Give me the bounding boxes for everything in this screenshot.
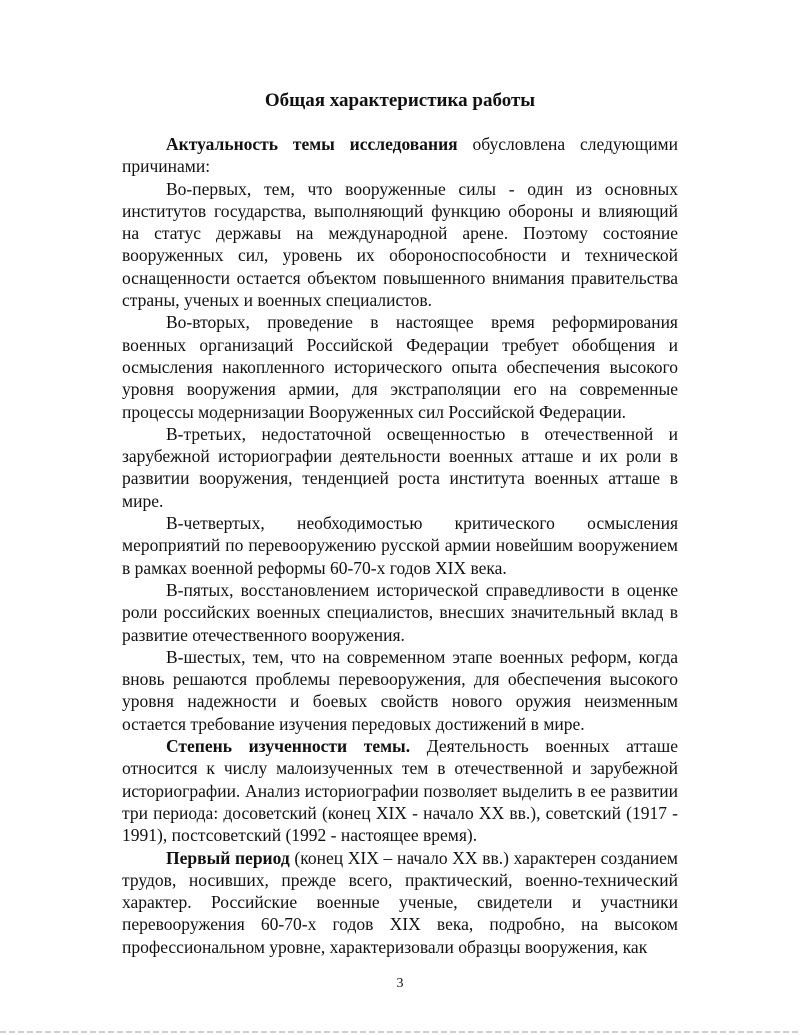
scan-edge-rule	[0, 1031, 800, 1033]
paragraph-lead: Первый период	[166, 847, 290, 868]
paragraph-relevance	[122, 133, 678, 178]
paragraph-third-reason	[122, 423, 678, 512]
paragraph-degree-of-study	[122, 735, 678, 846]
paragraph-text: Во-первых, тем, что вооруженные силы - один из основных институтов государства, выполняющий функцию обороны и влияющий на статус державы на международной арене. Поэтому состояние вооруженных сил, уровень их обороноспособности и технической оснащенности остается объектом повышенного внимания правительства страны, ученых и военных специалистов.	[122, 178, 678, 311]
paragraph-second-reason	[122, 311, 678, 422]
paragraph-fifth-reason	[122, 579, 678, 646]
paragraph-first-reason	[122, 178, 678, 312]
paragraph-text: В-шестых, тем, что на современном этапе военных реформ, когда вновь решаются проблемы перевооружения, для обеспечения высокого уровня надежности и боевых свойств нового оружия неизменным остается требование изучения передовых достижений в мире.	[122, 646, 678, 734]
paragraph-text: В-пятых, восстановлением исторической справедливости в оценке роли российских военных специалистов, внесших значительный вклад в развитие отечественного вооружения.	[122, 579, 678, 645]
page-title: Общая характеристика работы	[264, 90, 536, 111]
paragraph-first-period	[122, 847, 678, 958]
paragraph-lead: Степень изученности темы.	[166, 736, 411, 757]
paragraph-fourth-reason	[122, 512, 678, 579]
paragraph-sixth-reason	[122, 646, 678, 735]
paragraph-text: Деятельность военных атташе относится к числу малоизученных тем в отечественной и зарубежной историографии. Анализ историографии позволяет выделить в ее развитии три периода: досоветский (конец XIX - начало XX вв.), советский (1917 - 1991), постсоветский (1992 - настоящее время).	[122, 736, 678, 846]
page-number: 3	[396, 976, 404, 991]
paragraph-text: В-четвертых, необходимостью критического осмысления мероприятий по перевооружению русской армии новейшим вооружением в рамках военной реформы 60-70-х годов XIX века.	[122, 513, 678, 578]
paragraph-text: (конец XIX – начало XX вв.) характерен созданием трудов, носивших, прежде всего, практический, военно-технический характер. Российские военные ученые, свидетели и участники перевооружения 60-70-х годов XIX века, подробно, на высоком профессиональном уровне, характеризовали образцы вооружения, как	[122, 847, 678, 957]
paragraph-lead: Актуальность темы исследования	[166, 134, 458, 154]
paragraph-text: В-третьих, недостаточной освещенностью в отечественной и зарубежной историографии деятельности военных атташе и их роли в развитии вооружения, тенденцией роста института военных атташе в мире.	[122, 423, 678, 511]
paragraph-text: Во-вторых, проведение в настоящее время реформирования военных организаций Российской Федерации требует обобщения и осмысления накопленного исторического опыта обеспечения высокого уровня вооружения армии, для экстраполяции его на современные процессы модернизации Вооруженных сил Российской Федерации.	[122, 312, 678, 422]
document-body	[122, 133, 678, 958]
paragraph-text: обусловлена следующими причинами:	[122, 134, 678, 177]
